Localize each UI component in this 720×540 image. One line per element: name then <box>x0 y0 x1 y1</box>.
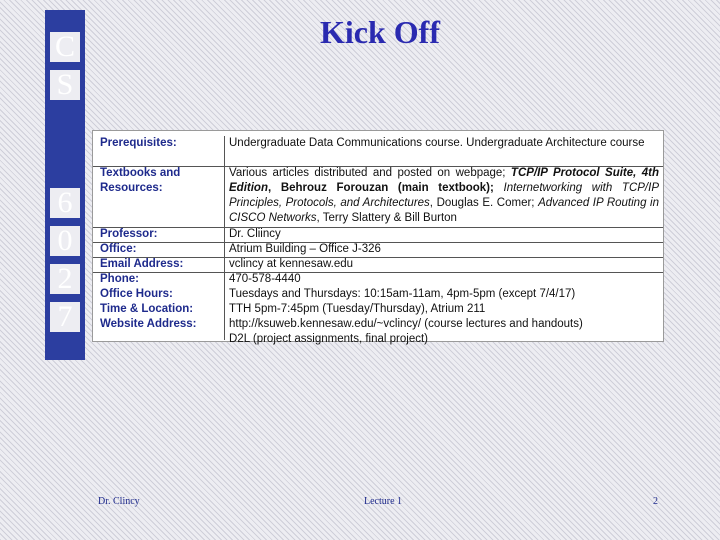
row-label <box>100 166 222 196</box>
footer-author: Dr. Clincy <box>98 496 140 507</box>
row-label-line: Time & Location: <box>100 303 194 315</box>
sidebar-letter: 0 <box>50 226 80 256</box>
row-label-line: Office Hours: <box>100 288 173 300</box>
value-text: , Douglas E. Comer; <box>429 197 539 209</box>
column-divider <box>224 242 225 257</box>
column-divider <box>224 272 225 340</box>
table-row <box>93 166 663 228</box>
value-text: , Terry Slattery & Bill Burton <box>316 212 457 224</box>
sidebar-letter: S <box>50 70 80 100</box>
website-link[interactable]: http://ksuweb.kennesaw.edu/~vclincy/ (course lectures and handouts) <box>229 318 583 330</box>
row-label: Office: <box>100 243 137 255</box>
row-label-line: Textbooks and <box>100 167 181 179</box>
sidebar-letter: C <box>50 32 80 62</box>
row-label: Email Address: <box>100 258 184 270</box>
row-label-line: Resources: <box>100 182 163 194</box>
slide-title: Kick Off <box>320 14 440 50</box>
column-divider <box>224 257 225 272</box>
row-value <box>229 272 659 347</box>
row-label-line: Website Address: <box>100 318 197 330</box>
column-divider <box>224 227 225 242</box>
row-value: Atrium Building – Office J-326 <box>229 243 381 255</box>
sidebar-letter: 7 <box>50 302 80 332</box>
column-divider <box>224 136 225 166</box>
sidebar-letter: 2 <box>50 264 80 294</box>
course-info-table <box>92 130 664 345</box>
row-value <box>229 166 659 226</box>
table-row <box>93 257 663 273</box>
value-line: D2L (project assignments, final project) <box>229 333 428 345</box>
row-label: Prerequisites: <box>100 137 177 149</box>
table-row <box>93 272 663 345</box>
sidebar-letter: 6 <box>50 188 80 218</box>
row-label-line: Phone: <box>100 273 139 285</box>
row-label <box>100 272 222 332</box>
row-label: Professor: <box>100 228 158 240</box>
table-row <box>93 136 663 167</box>
footer-page-number: 2 <box>653 496 658 507</box>
row-value: Dr. Cliincy <box>229 228 281 240</box>
value-line: Tuesdays and Thursdays: 10:15am-11am, 4pm-5pm (except 7/4/17) <box>229 288 576 300</box>
table-row <box>93 242 663 258</box>
value-line: TTH 5pm-7:45pm (Tuesday/Thursday), Atrium 211 <box>229 303 486 315</box>
book-title: Advanced IP Routing in CISCO Networks <box>229 197 659 224</box>
value-text: , Behrouz Forouzan (main textbook); <box>267 182 504 194</box>
footer-lecture: Lecture 1 <box>364 496 403 507</box>
value-line: 470-578-4440 <box>229 273 301 285</box>
book-title: Internetworking with TCP/IP Principles, Protocols, and Architectures <box>229 182 659 209</box>
table-row <box>93 227 663 243</box>
book-title: TCP/IP Protocol Suite, 4th Edition <box>229 167 660 194</box>
row-value: Undergraduate Data Communications course. Undergraduate Architecture course <box>229 137 645 149</box>
row-value: vclincy at kennesaw.edu <box>229 258 354 270</box>
value-text: Various articles distributed and posted on webpage; <box>229 167 511 179</box>
column-divider <box>224 166 225 227</box>
